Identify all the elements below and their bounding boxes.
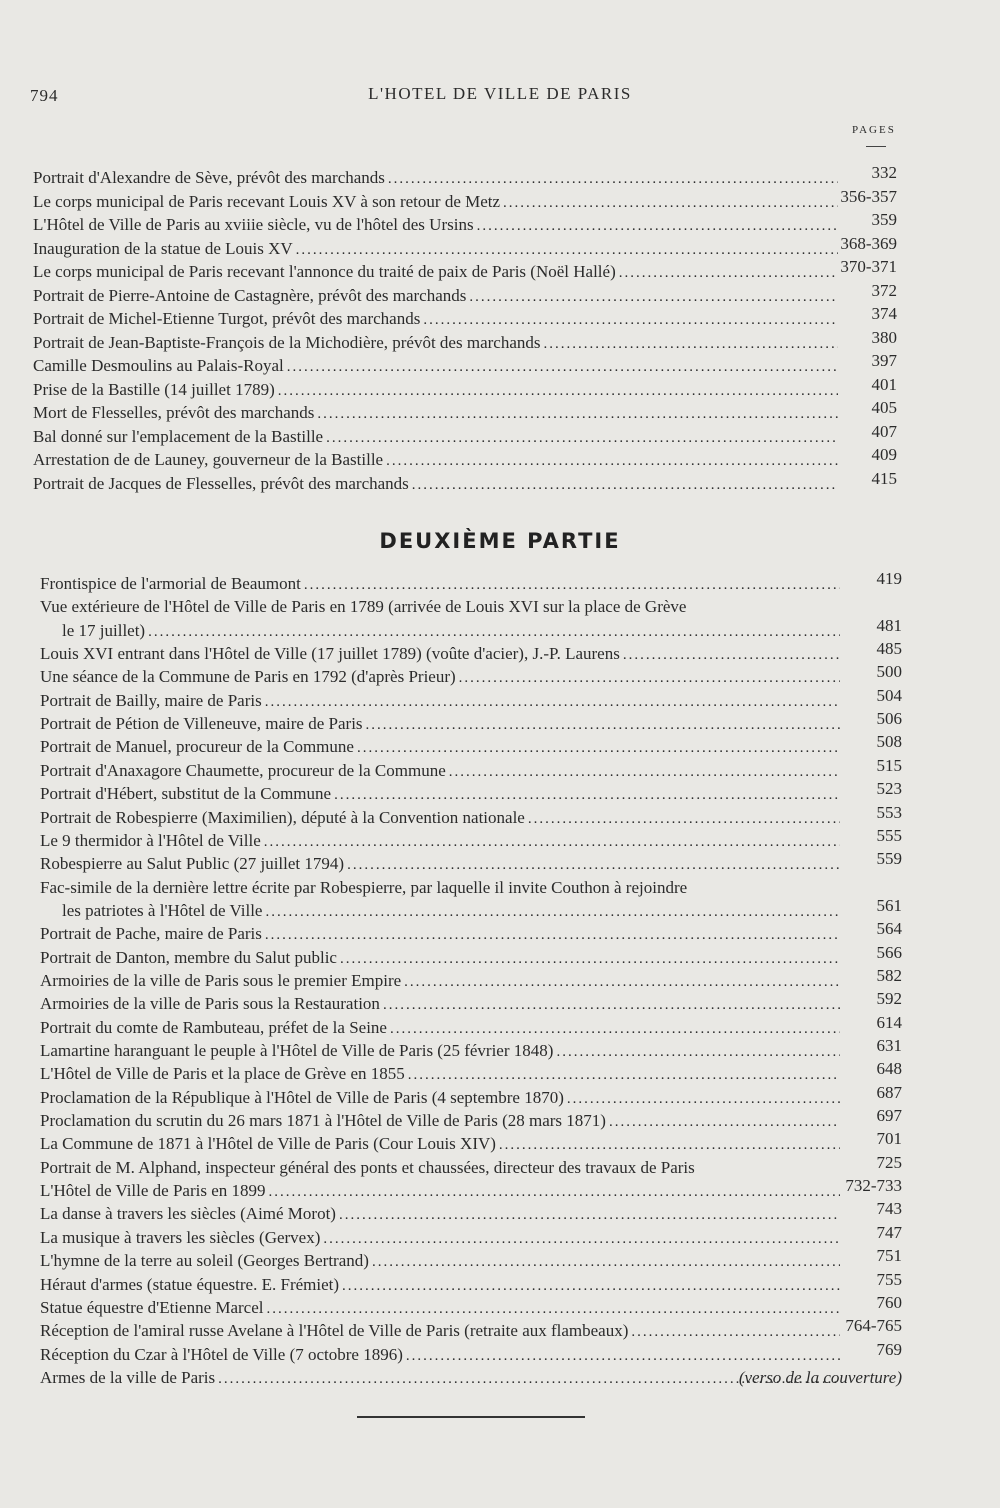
entry-title: Portrait du comte de Rambuteau, préfet de la Seine [40, 1017, 387, 1037]
leader-dots [265, 691, 840, 714]
entry-page-number: 564 [876, 919, 902, 939]
leader-dots [406, 1345, 840, 1368]
entry-page-number: 701 [876, 1129, 902, 1149]
entry-page-number: 614 [876, 1012, 902, 1032]
running-head: L'HOTEL DE VILLE DE PARIS [368, 84, 632, 103]
entry-page-number: 368-369 [840, 233, 897, 253]
entry-page-number: 370-371 [840, 257, 897, 276]
entry-page-number: 504 [876, 685, 902, 705]
entry-page-number: 508 [876, 732, 902, 752]
entry-title: La musique à travers les siècles (Gervex) [40, 1227, 321, 1247]
leader-dots [556, 1041, 840, 1064]
entry-title: Portrait de Jean-Baptiste-François de la Michodière, prévôt des marchands [33, 332, 541, 352]
leader-dots [265, 901, 840, 924]
entry-title: Inauguration de la statue de Louis XV [33, 238, 293, 258]
entry-title: Portrait de Jacques de Flesselles, prévôt des marchands [33, 473, 409, 493]
leader-dots [623, 644, 840, 667]
entry-page-number: 747 [876, 1222, 902, 1242]
leader-dots [390, 1018, 840, 1041]
toc-entry [0, 1339, 1000, 1366]
entry-title: Réception du Czar à l'Hôtel de Ville (7 octobre 1896) [40, 1344, 403, 1364]
entry-page-number: 481 [876, 615, 902, 635]
entry-title: Portrait d'Alexandre de Sève, prévôt des marchands [33, 168, 385, 187]
entry-page-number: 648 [876, 1059, 902, 1079]
toc-entry [0, 849, 1000, 875]
entry-page-number: (verso de la couverture) [738, 1367, 902, 1387]
leader-dots [449, 761, 840, 784]
entry-title: Camille Desmoulins au Palais-Royal [33, 356, 284, 375]
entry-title-continuation: les patriotes à l'Hôtel de Ville [62, 900, 263, 920]
entry-page-number: 764-765 [845, 1316, 902, 1336]
entry-page-number: 372 [871, 280, 897, 300]
entry-title: Proclamation du scrutin du 26 mars 1871 à l'Hôtel de Ville de Paris (28 mars 1871) [40, 1111, 606, 1131]
page-number: 794 [30, 86, 59, 105]
entry-title: L'Hôtel de Ville de Paris au xviiie siècle, vu de l'hôtel des Ursins [33, 215, 474, 234]
entry-title: Fac-simile de la dernière lettre écrite par Robespierre, par laquelle il invite Couthon à rejoindre [40, 877, 688, 897]
entry-page-number: 697 [876, 1106, 902, 1126]
entry-page-number: 397 [871, 351, 897, 370]
entry-title: Louis XVI entrant dans l'Hôtel de Ville (17 juillet 1789) (voûte d'acier), J.-P. Laurens [40, 644, 620, 664]
entry-title: Portrait de Manuel, procureur de la Commune [40, 737, 354, 757]
entry-title-continuation: le 17 juillet) [62, 620, 146, 640]
entry-title: Armoiries de la ville de Paris sous la Restauration [40, 994, 380, 1014]
entry-title: Portrait de Pierre-Antoine de Castagnère, prévôt des marchands [33, 285, 467, 305]
leader-dots [326, 427, 838, 450]
entry-title: Mort de Flesselles, prévôt des marchands [33, 403, 315, 422]
entry-title: Portrait de Michel-Etienne Turgot, prévôt des marchands [33, 309, 421, 328]
leader-dots [388, 168, 838, 191]
toc-entry [0, 876, 1000, 923]
entry-title: Le corps municipal de Paris recevant l'annonce du traité de paix de Paris (Noël Hallé) [33, 262, 616, 281]
entry-title: L'hymne de la terre au soleil (Georges Bertrand) [40, 1251, 369, 1271]
entry-title: Statue équestre d'Etienne Marcel [40, 1297, 264, 1317]
leader-dots [340, 948, 840, 971]
entry-page-number: 559 [876, 849, 902, 869]
leader-dots [631, 1321, 840, 1344]
leader-dots [317, 403, 838, 426]
leader-dots [499, 1134, 840, 1157]
leader-dots [339, 1204, 840, 1227]
entry-page-number: 332 [871, 163, 897, 182]
entry-page-number: 401 [871, 374, 897, 394]
leader-dots [347, 854, 840, 877]
leader-dots [267, 1298, 841, 1321]
entry-title: La Commune de 1871 à l'Hôtel de Ville de Paris (Cour Louis XIV) [40, 1134, 496, 1154]
entry-page-number: 415 [871, 468, 897, 488]
entry-title: Arrestation de de Launey, gouverneur de la Bastille [33, 450, 384, 469]
toc-entry [0, 595, 1000, 642]
entry-title: Portrait de M. Alphand, inspecteur général des ponts et chaussées, directeur des travaux de Paris [40, 1157, 695, 1177]
entry-page-number: 561 [876, 895, 902, 915]
leader-dots [323, 1228, 840, 1251]
leader-dots [366, 714, 840, 737]
entry-title: Le 9 thermidor à l'Hôtel de Ville [40, 830, 261, 850]
leader-dots [459, 667, 840, 690]
leader-dots [477, 215, 838, 238]
entry-title: Le corps municipal de Paris recevant Louis XV à son retour de Metz [33, 191, 501, 211]
entry-title: Héraut d'armes (statue équestre. E. Frémiet) [40, 1274, 340, 1294]
entry-title: Proclamation de la République à l'Hôtel de Ville de Paris (4 septembre 1870) [40, 1087, 564, 1107]
leader-dots [269, 1181, 840, 1204]
toc-entry [0, 468, 1000, 495]
entry-title: Portrait d'Hébert, substitut de la Commune [40, 784, 332, 804]
entry-page-number: 485 [876, 639, 902, 659]
leader-dots [383, 994, 840, 1017]
entry-title: L'Hôtel de Ville de Paris en 1899 [40, 1181, 266, 1201]
leader-dots [264, 831, 840, 854]
entry-title: Portrait d'Anaxagore Chaumette, procureur de la Commune [40, 760, 446, 780]
entry-page-number: 743 [876, 1199, 902, 1219]
leader-dots [334, 784, 840, 807]
entry-title: Bal donné sur l'emplacement de la Bastille [33, 426, 324, 446]
entry-page-number: 419 [876, 569, 902, 588]
entry-page-number: 582 [876, 965, 902, 985]
entry-title: Portrait de Pache, maire de Paris [40, 924, 262, 944]
pages-label-rule [866, 146, 886, 147]
entry-page-number: 553 [876, 802, 902, 822]
leader-dots [148, 621, 840, 644]
section-heading: DEUXIÈME PARTIE [379, 529, 621, 553]
leader-dots [287, 356, 838, 379]
leader-dots [342, 1275, 840, 1298]
leader-dots [408, 1064, 840, 1087]
entry-page-number: 687 [876, 1082, 902, 1102]
closing-rule [357, 1416, 585, 1418]
leader-dots [503, 192, 838, 215]
leader-dots [469, 286, 838, 309]
leader-dots [265, 924, 840, 947]
entry-page-number: 592 [876, 989, 902, 1009]
entry-page-number: 380 [871, 327, 897, 347]
leader-dots [357, 737, 840, 760]
entry-page-number: 760 [876, 1292, 902, 1312]
entry-title: Vue extérieure de l'Hôtel de Ville de Paris en 1789 (arrivée de Louis XVI sur la place de Grève [40, 597, 687, 617]
leader-dots [296, 239, 838, 262]
leader-dots [372, 1251, 840, 1274]
entry-title: Robespierre au Salut Public (27 juillet 1794) [40, 854, 345, 874]
entry-page-number: 755 [876, 1269, 902, 1289]
entry-title: Réception de l'amiral russe Avelane à l'Hôtel de Ville de Paris (retraite aux flambeaux) [40, 1321, 629, 1341]
entry-page-number: 769 [876, 1339, 902, 1359]
entry-title: Armes de la ville de Paris [40, 1367, 216, 1387]
leader-dots [619, 262, 838, 285]
leader-dots [278, 380, 838, 403]
toc-entry [0, 1366, 1000, 1389]
entry-title: Une séance de la Commune de Paris en 1792 (d'après Prieur) [40, 667, 456, 687]
entry-page-number: 506 [876, 709, 902, 729]
entry-page-number: 356-357 [840, 186, 897, 206]
entry-page-number: 374 [871, 304, 897, 323]
entry-page-number: 751 [876, 1246, 902, 1266]
entry-page-number: 407 [871, 421, 897, 441]
leader-dots [404, 971, 840, 994]
leader-dots [528, 808, 840, 831]
leader-dots [412, 474, 838, 497]
entry-title: La danse à travers les siècles (Aimé Morot) [40, 1204, 336, 1224]
leader-dots [386, 450, 838, 473]
toc-entry [0, 569, 1000, 595]
entry-title: Portrait de Robespierre (Maximilien), député à la Convention nationale [40, 807, 525, 827]
entry-page-number: 566 [876, 942, 902, 962]
entry-page-number: 515 [876, 755, 902, 775]
leader-dots [304, 574, 840, 597]
pages-column-label: PAGES [852, 124, 896, 136]
leader-dots [609, 1111, 840, 1134]
entry-page-number: 409 [871, 445, 897, 464]
entry-page-number: 555 [876, 825, 902, 845]
entry-page-number: 359 [871, 210, 897, 229]
leader-dots [543, 333, 838, 356]
entry-title: Lamartine haranguant le peuple à l'Hôtel de Ville de Paris (25 février 1848) [40, 1041, 554, 1060]
entry-title: Armoiries de la ville de Paris sous le premier Empire [40, 970, 402, 990]
entry-page-number: 500 [876, 662, 902, 682]
entry-page-number: 523 [876, 779, 902, 799]
entry-title: Frontispice de l'armorial de Beaumont [40, 574, 301, 593]
entry-page-number: 732-733 [845, 1176, 902, 1196]
entry-title: Portrait de Danton, membre du Salut public [40, 947, 337, 967]
leader-dots [423, 309, 838, 332]
entry-page-number: 405 [871, 398, 897, 417]
entry-title: L'Hôtel de Ville de Paris et la place de Grève en 1855 [40, 1064, 405, 1084]
entry-page-number: 725 [876, 1152, 902, 1172]
entry-title: Portrait de Bailly, maire de Paris [40, 690, 262, 710]
entry-title: Portrait de Pétion de Villeneuve, maire de Paris [40, 714, 363, 734]
entry-page-number: 631 [876, 1036, 902, 1055]
leader-dots [567, 1088, 840, 1111]
entry-title: Prise de la Bastille (14 juillet 1789) [33, 379, 275, 399]
